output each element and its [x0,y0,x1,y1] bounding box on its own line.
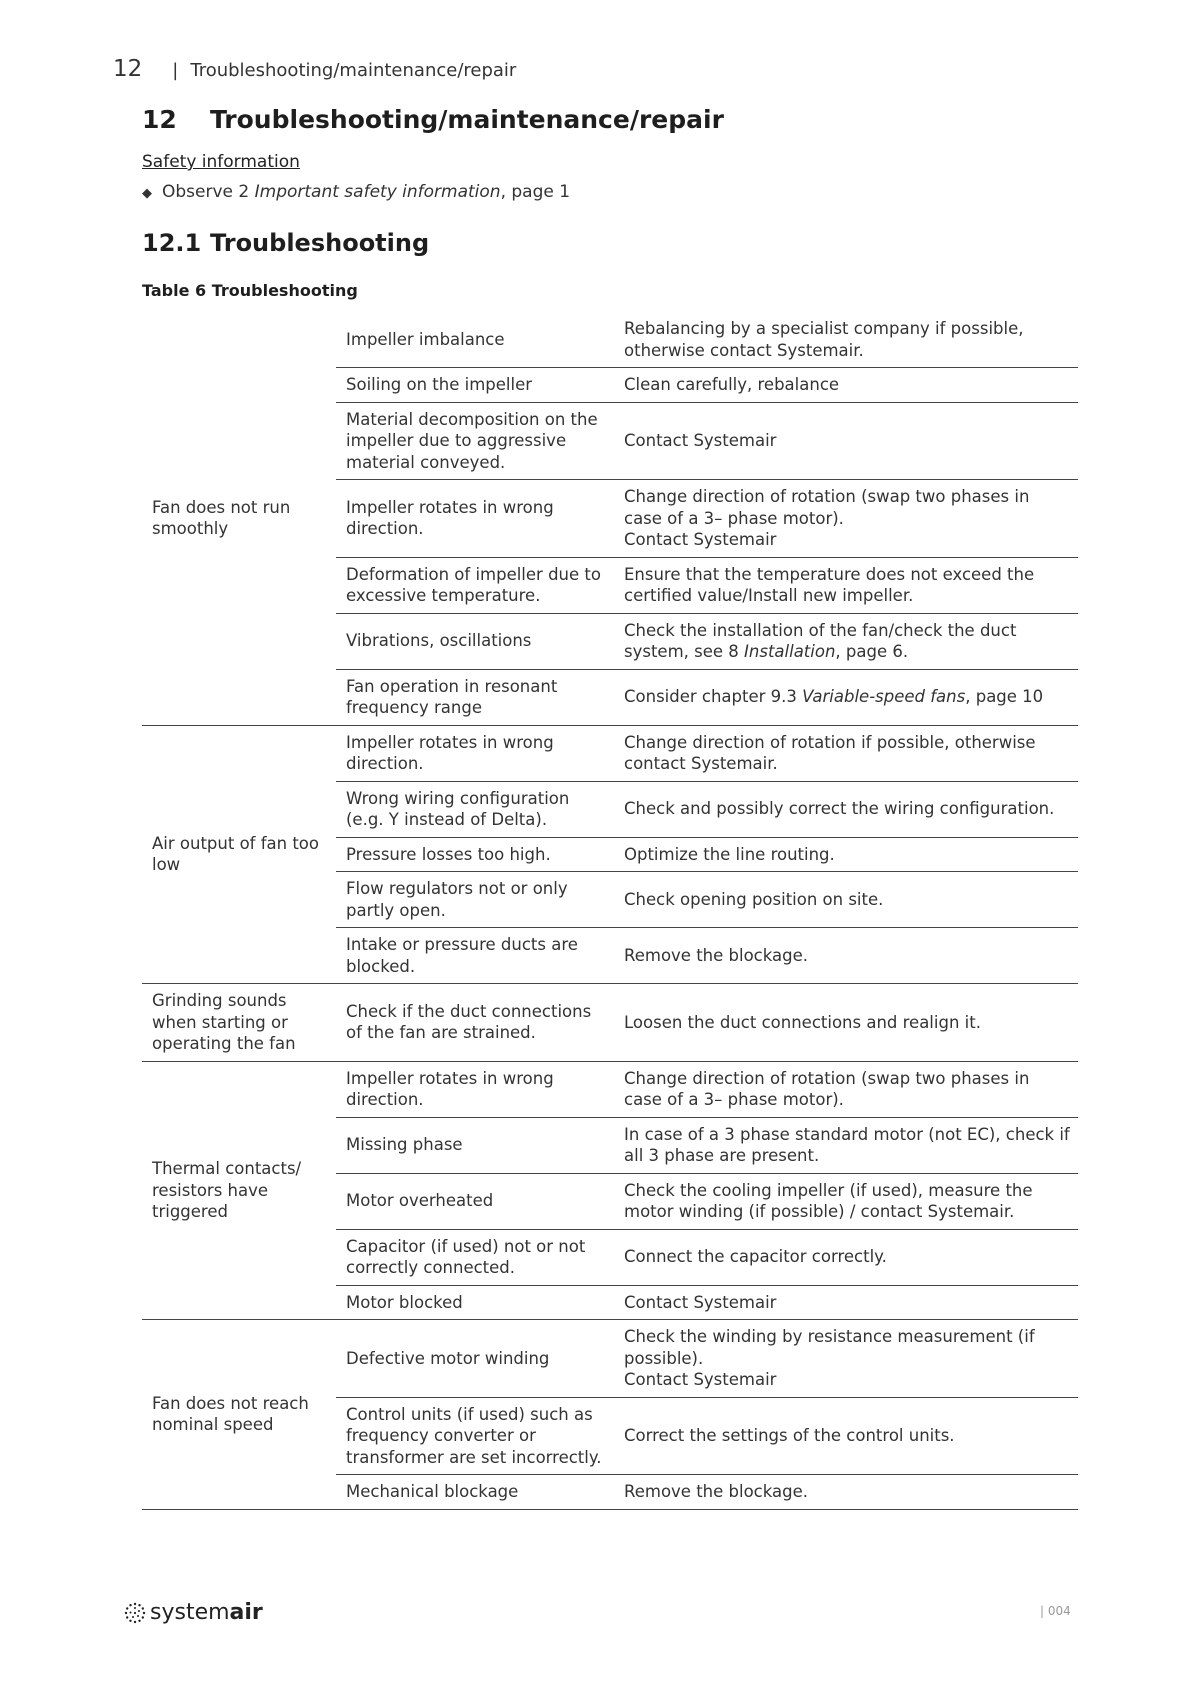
systemair-dots-icon [124,1602,146,1624]
page-header [113,56,516,82]
logo-text-bold: air [229,1600,263,1625]
document-code: | 004 [1040,1604,1071,1618]
remedy-cell: Change direction of rotation (swap two phases in case of a 3– phase motor). [614,1061,1078,1117]
remedy-cell: Ensure that the temperature does not exceed the certified value/Install new impeller. [614,557,1078,613]
remedy-link[interactable]: Variable-speed fans [802,687,966,707]
remedy-cell: Correct the settings of the control units. [614,1397,1078,1475]
troubleshooting-table [142,312,1078,1510]
remedy-text: Consider chapter 9.3 [624,687,803,707]
remedy-suffix: , page 10 [965,687,1044,707]
observe-prefix: Observe 2 [162,182,255,202]
subsection-number: 12.1 [142,229,202,257]
cause-cell: Soiling on the impeller [336,368,614,403]
cause-cell: Material decomposition on the impeller due to aggressive material conveyed. [336,402,614,480]
cause-cell: Check if the duct connections of the fan are strained. [336,984,614,1062]
cause-cell: Capacitor (if used) not or not correctly connected. [336,1229,614,1285]
remedy-cell: Check opening position on site. [614,872,1078,928]
table-caption: Table 6 Troubleshooting [142,281,358,300]
remedy-cell [614,613,1078,669]
remedy-cell: Check and possibly correct the wiring configuration. [614,781,1078,837]
cause-cell: Flow regulators not or only partly open. [336,872,614,928]
remedy-suffix: , page 6. [835,642,909,661]
fault-cell: Thermal contacts/ resistors have triggered [142,1061,336,1320]
remedy-cell: In case of a 3 phase standard motor (not EC), check if all 3 phase are present. [614,1117,1078,1173]
cause-cell: Impeller rotates in wrong direction. [336,1061,614,1117]
observe-suffix: , page 1 [500,182,571,202]
table-row [142,312,1078,368]
cause-cell: Pressure losses too high. [336,837,614,872]
remedy-cell: Connect the capacitor correctly. [614,1229,1078,1285]
cause-cell: Motor blocked [336,1285,614,1320]
remedy-cell: Remove the blockage. [614,1475,1078,1510]
cause-cell: Defective motor winding [336,1320,614,1398]
cause-cell: Impeller imbalance [336,312,614,368]
remedy-cell: Change direction of rotation (swap two phases in case of a 3– phase motor). Contact Systemair [614,480,1078,558]
page-number: 12 [113,56,143,82]
subsection-title: Troubleshooting [210,229,430,257]
fault-cell: Grinding sounds when starting or operating the fan [142,984,336,1062]
safety-observe-line [142,182,570,202]
diamond-bullet-icon: ◆ [142,186,152,201]
cause-cell: Mechanical blockage [336,1475,614,1510]
fault-cell: Air output of fan too low [142,725,336,984]
cause-cell: Control units (if used) such as frequency converter or transformer are set incorrectly. [336,1397,614,1475]
remedy-cell: Change direction of rotation if possible, otherwise contact Systemair. [614,725,1078,781]
cause-cell: Deformation of impeller due to excessive temperature. [336,557,614,613]
cause-cell: Missing phase [336,1117,614,1173]
subsection-heading [142,229,429,257]
safety-heading: Safety information [142,152,300,172]
remedy-cell: Remove the blockage. [614,928,1078,984]
systemair-logo [124,1600,263,1625]
remedy-cell: Contact Systemair [614,1285,1078,1320]
cause-cell: Fan operation in resonant frequency range [336,669,614,725]
remedy-cell: Clean carefully, rebalance [614,368,1078,403]
remedy-text: Check the installation of the fan/check the duct system, see 8 [624,620,1017,661]
remedy-cell: Rebalancing by a specialist company if possible, otherwise contact Systemair. [614,312,1078,368]
cause-cell: Impeller rotates in wrong direction. [336,480,614,558]
remedy-cell: Check the winding by resistance measurement (if possible). Contact Systemair [614,1320,1078,1398]
fault-cell: Fan does not reach nominal speed [142,1320,336,1510]
section-number: 12 [142,105,177,134]
cause-cell: Motor overheated [336,1173,614,1229]
cause-cell: Vibrations, oscillations [336,613,614,669]
cause-cell: Impeller rotates in wrong direction. [336,725,614,781]
remedy-cell: Loosen the duct connections and realign it. [614,984,1078,1062]
cause-cell: Intake or pressure ducts are blocked. [336,928,614,984]
remedy-cell: Contact Systemair [614,402,1078,480]
remedy-cell: Check the cooling impeller (if used), measure the motor winding (if possible) / contact Systemair. [614,1173,1078,1229]
remedy-cell: Optimize the line routing. [614,837,1078,872]
table-row [142,725,1078,781]
logo-text-regular: system [150,1600,230,1625]
running-title: Troubleshooting/maintenance/repair [190,60,517,81]
remedy-cell [614,669,1078,725]
section-title: Troubleshooting/maintenance/repair [210,105,724,134]
table-row [142,1061,1078,1117]
header-separator: | [172,60,179,81]
observe-link[interactable]: Important safety information [254,182,501,202]
table-row [142,984,1078,1062]
section-heading [142,105,724,134]
table-row [142,1320,1078,1398]
fault-cell: Fan does not run smoothly [142,312,336,725]
cause-cell: Wrong wiring configuration (e.g. Y instead of Delta). [336,781,614,837]
remedy-link[interactable]: Installation [744,642,836,661]
